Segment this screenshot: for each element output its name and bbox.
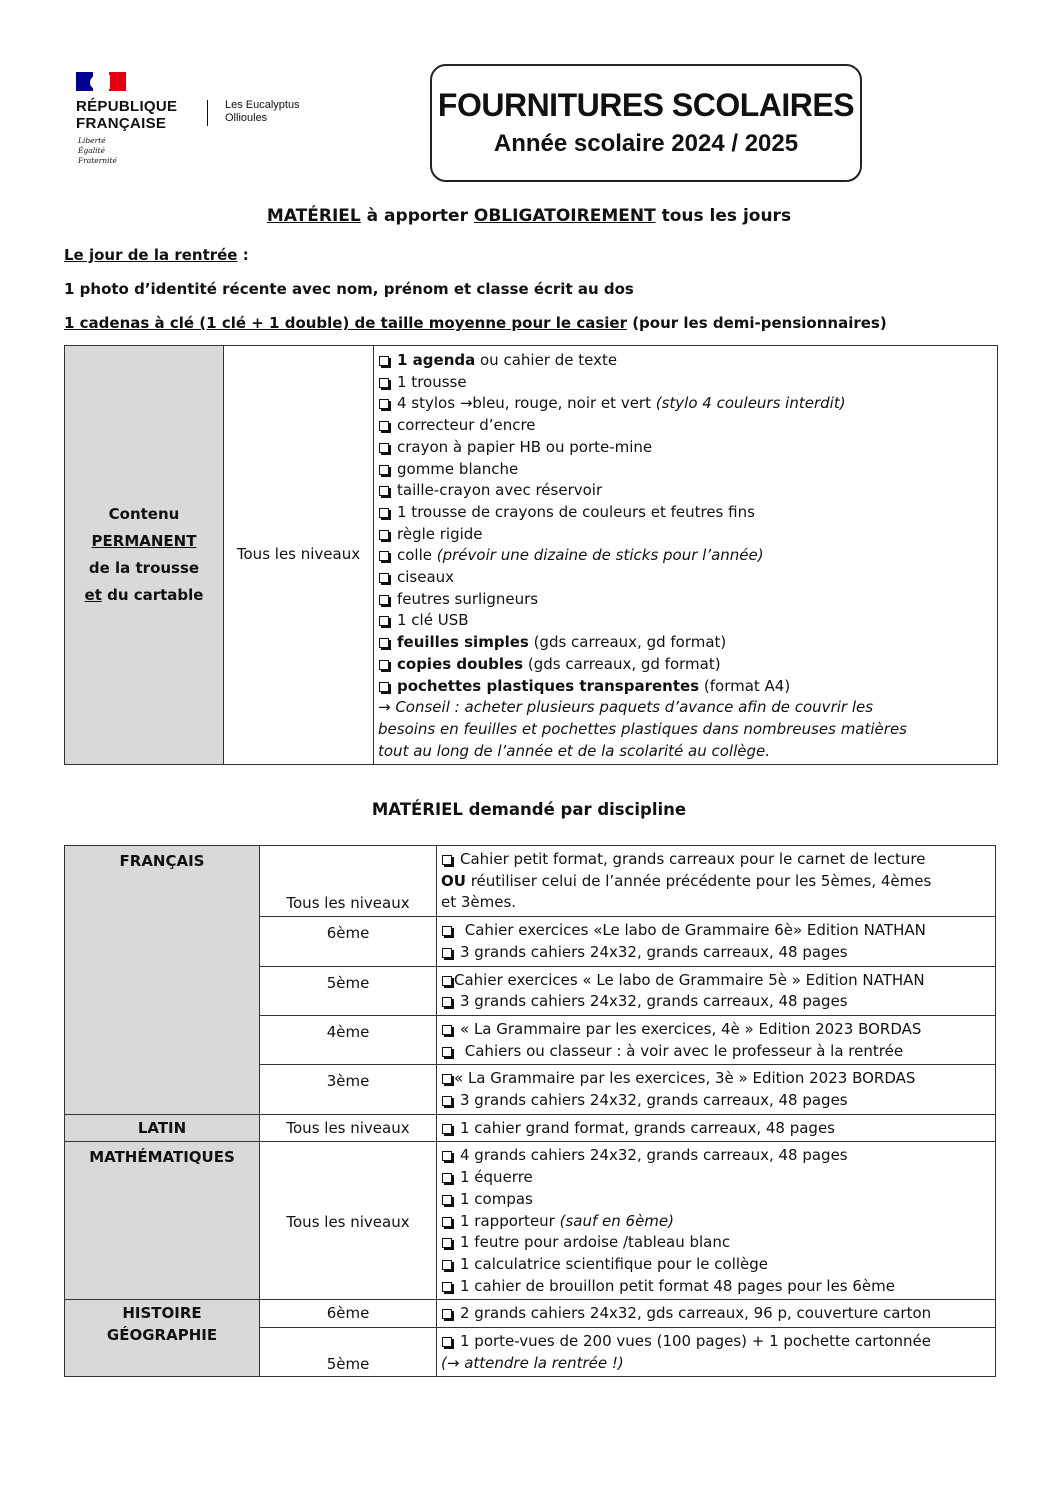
- level-cell: 3ème: [260, 1065, 437, 1114]
- table-row: [65, 346, 998, 765]
- heading-materiel: MATÉRIEL: [266, 206, 361, 226]
- level-cell: 5ème: [260, 1328, 437, 1377]
- checkbox-icon: [379, 595, 389, 605]
- item-text: 3 grands cahiers 24x32, grands carreaux, 48 pages: [460, 1091, 848, 1110]
- list-item: [441, 1090, 991, 1112]
- devise-egalite: Égalité: [78, 146, 105, 155]
- checkbox-icon: [379, 660, 389, 670]
- checkbox-icon: [379, 486, 389, 496]
- level-cell: Tous les niveaux: [260, 1142, 437, 1300]
- level-cell: Tous les niveaux: [260, 846, 437, 917]
- list-item: [441, 1276, 991, 1298]
- list-item: [441, 1211, 991, 1233]
- level-cell: 6ème: [260, 1300, 437, 1328]
- list-item: [441, 1331, 991, 1353]
- label-du-cartable: du cartable: [101, 586, 204, 605]
- list-item: [378, 459, 993, 481]
- checkbox-icon: [379, 551, 389, 561]
- item-bold: pochettes plastiques transparentes: [397, 676, 700, 695]
- list-item: [441, 1254, 991, 1276]
- list-item: [441, 970, 991, 992]
- item-text: « La Grammaire par les exercices, 4è » Edition 2023 BORDAS: [460, 1019, 922, 1038]
- items-cell: [437, 1114, 996, 1142]
- checkbox-icon: [442, 1074, 452, 1084]
- level-cell: 5ème: [260, 966, 437, 1015]
- item-text: 1 équerre: [460, 1168, 533, 1187]
- item-text: (gds carreaux, gd format): [528, 633, 727, 652]
- checkbox-icon: [442, 1195, 452, 1205]
- checkbox-icon: [442, 926, 452, 936]
- school-name-line: Les Eucalyptus: [225, 99, 300, 111]
- heading-tous-les-jours: tous les jours: [655, 206, 792, 226]
- item-text: réutiliser celui de l’année précédente pour les 5èmes, 4èmes: [465, 871, 932, 890]
- logo-separator: [207, 100, 208, 126]
- rentree-text: Le jour de la rentrée: [64, 246, 238, 264]
- list-item: [378, 480, 993, 502]
- page-title: FOURNITURES SCOLAIRES: [437, 87, 855, 123]
- checkbox-icon: [442, 1238, 452, 1248]
- level-cell: Tous les niveaux: [260, 1114, 437, 1142]
- list-item: [441, 942, 991, 964]
- list-item: [441, 920, 991, 942]
- item-text: (gds carreaux, gd format): [523, 654, 721, 673]
- item-text: crayon à papier HB ou porte-mine: [397, 437, 653, 456]
- item-text: 1 rapporteur: [460, 1211, 560, 1230]
- list-item: [378, 350, 993, 372]
- heading-a-apporter: à apporter: [360, 206, 474, 226]
- list-item: [378, 545, 993, 567]
- permanent-label-cell: [65, 346, 224, 765]
- cadenas-note: (pour les demi-pensionnaires): [626, 314, 887, 332]
- items-cell: [437, 966, 996, 1015]
- permanent-items-cell: [374, 346, 998, 765]
- subject-francais: FRANÇAIS: [65, 846, 260, 1115]
- item-text: « La Grammaire par les exercices, 3è » Edition 2023 BORDAS: [454, 1069, 916, 1088]
- item-text: 1 clé USB: [397, 611, 469, 630]
- item-bold: 1 agenda: [397, 351, 476, 369]
- item-text: 4 grands cahiers 24x32, grands carreaux, 48 pages: [460, 1146, 848, 1165]
- checkbox-icon: [442, 1151, 452, 1161]
- list-item: [441, 871, 991, 893]
- item-text: feutres surligneurs: [397, 589, 539, 608]
- list-item: [378, 437, 993, 459]
- checkbox-icon: [442, 1260, 452, 1270]
- list-item: [441, 1232, 991, 1254]
- items-cell: [437, 1142, 996, 1300]
- label-contenu: Contenu: [108, 505, 180, 524]
- checkbox-icon: [442, 1282, 452, 1292]
- item-text: 1 calculatrice scientifique pour le collège: [460, 1254, 769, 1273]
- checkbox-icon: [442, 1173, 452, 1183]
- list-item: [378, 610, 993, 632]
- item-text: 3 grands cahiers 24x32, grands carreaux, 48 pages: [460, 942, 848, 961]
- list-item: [378, 502, 993, 524]
- checkbox-icon: [442, 1096, 452, 1106]
- subject-geographie: GÉOGRAPHIE: [106, 1326, 218, 1345]
- list-item: [441, 1189, 991, 1211]
- item-text: règle rigide: [397, 524, 483, 543]
- school-city-line: Ollioules: [225, 112, 268, 124]
- list-item: [378, 589, 993, 611]
- checkbox-icon: [442, 1337, 452, 1347]
- list-item: [441, 991, 991, 1013]
- subject-latin: LATIN: [65, 1114, 260, 1142]
- label-et: et: [84, 586, 102, 605]
- table-row: [65, 846, 996, 917]
- checkbox-icon: [442, 855, 452, 865]
- checkbox-icon: [379, 399, 389, 409]
- cadenas-text: 1 cadenas à clé (1 clé + 1 double) de taille moyenne pour le casier: [64, 314, 627, 332]
- conseil-line-1: → Conseil : acheter plusieurs paquets d’avance afin de couvrir les: [378, 698, 874, 717]
- conseil-line-3: tout au long de l’année et de la scolarité au collège.: [378, 741, 771, 760]
- item-text: 3 grands cahiers 24x32, grands carreaux, 48 pages: [460, 992, 848, 1011]
- checkbox-icon: [379, 356, 389, 366]
- checkbox-icon: [379, 443, 389, 453]
- checkbox-icon: [442, 997, 452, 1007]
- list-item: [441, 1068, 991, 1090]
- devise: [78, 136, 117, 166]
- item-text: 1 cahier grand format, grands carreaux, 48 pages: [460, 1118, 835, 1137]
- label-cartable: [69, 582, 219, 609]
- checkbox-icon: [379, 682, 389, 692]
- list-item: [441, 849, 991, 871]
- item-note: (stylo 4 couleurs interdit): [655, 394, 846, 413]
- photo-requirement: 1 photo d’identité récente avec nom, prénom et classe écrit au dos: [64, 280, 634, 298]
- marianne-flag-icon: [76, 72, 126, 91]
- list-item: [441, 1303, 991, 1325]
- table-row: [65, 1300, 996, 1328]
- item-text: Cahiers ou classeur : à voir avec le professeur à la rentrée: [460, 1041, 904, 1060]
- item-text: 1 trousse de crayons de couleurs et feutres fins: [397, 502, 755, 521]
- disciplines-heading: MATÉRIEL demandé par discipline: [371, 800, 687, 819]
- checkbox-icon: [442, 1025, 452, 1035]
- item-text: 1 feutre pour ardoise /tableau blanc: [460, 1233, 731, 1252]
- disciplines-table: [64, 845, 996, 1377]
- checkbox-icon: [379, 530, 389, 540]
- checkbox-icon: [379, 616, 389, 626]
- checkbox-icon: [442, 1309, 452, 1319]
- checkbox-icon: [379, 465, 389, 475]
- list-item: [378, 415, 993, 437]
- item-text: (format A4): [699, 676, 791, 695]
- items-cell: [437, 846, 996, 917]
- rentree-colon: :: [237, 246, 249, 264]
- item-text: 1 compas: [460, 1189, 533, 1208]
- page-subtitle: Année scolaire 2024 / 2025: [493, 130, 799, 157]
- level-cell: 4ème: [260, 1015, 437, 1064]
- checkbox-icon: [442, 1124, 452, 1134]
- items-cell: [437, 1065, 996, 1114]
- republique-francaise-text: [76, 98, 177, 132]
- checkbox-icon: [379, 508, 389, 518]
- list-item: [378, 524, 993, 546]
- label-permanent: [69, 528, 219, 555]
- item-bold: feuilles simples: [397, 633, 529, 652]
- item-text: Cahier exercices « Le labo de Grammaire 5è » Edition NATHAN: [454, 970, 925, 989]
- subject-histoire-geographie: [65, 1300, 260, 1377]
- devise-fraternite: Fraternité: [78, 156, 117, 165]
- list-item: [378, 567, 993, 589]
- item-note: (prévoir une dizaine de sticks pour l’année): [436, 546, 764, 565]
- items-cell: [437, 1328, 996, 1377]
- school-name: [225, 99, 300, 125]
- rf-line-1: RÉPUBLIQUE: [76, 98, 178, 115]
- permanent-table: [64, 345, 998, 765]
- item-note: (sauf en 6ème): [559, 1211, 674, 1230]
- item-text: 1 cahier de brouillon petit format 48 pages pour les 6ème: [460, 1276, 895, 1295]
- rentree-label: [64, 246, 249, 264]
- item-text: et 3èmes.: [441, 893, 517, 912]
- level-cell: 6ème: [260, 917, 437, 966]
- list-item: [378, 393, 993, 415]
- checkbox-icon: [379, 573, 389, 583]
- mandatory-heading: [0, 206, 1058, 226]
- rf-line-2: FRANÇAISE: [76, 115, 167, 132]
- item-text: 4 stylos →bleu, rouge, noir et vert: [397, 394, 656, 413]
- title-box: [430, 64, 862, 182]
- devise-liberte: Liberté: [78, 136, 106, 145]
- items-cell: [437, 1015, 996, 1064]
- subject-histoire: HISTOIRE: [122, 1304, 202, 1323]
- items-cell: [437, 917, 996, 966]
- item-text: Cahier petit format, grands carreaux pour le carnet de lecture: [460, 850, 926, 868]
- item-bold: OU: [441, 871, 466, 890]
- item-text: ciseaux: [397, 568, 455, 587]
- checkbox-icon: [442, 1217, 452, 1227]
- list-item: [441, 892, 991, 914]
- list-item: [378, 654, 993, 676]
- item-text: colle: [397, 546, 437, 565]
- permanent-level: Tous les niveaux: [224, 346, 374, 765]
- list-item: [378, 372, 993, 394]
- checkbox-icon: [379, 638, 389, 648]
- item-text: 2 grands cahiers 24x32, gds carreaux, 96 p, couverture carton: [460, 1304, 932, 1323]
- checkbox-icon: [442, 1047, 452, 1057]
- subject-mathematiques: MATHÉMATIQUES: [65, 1142, 260, 1300]
- list-item: [441, 1019, 991, 1041]
- item-text: gomme blanche: [397, 459, 519, 478]
- item-text: ou cahier de texte: [475, 351, 618, 369]
- heading-obligatoirement: OBLIGATOIREMENT: [473, 206, 656, 226]
- item-bold: copies doubles: [397, 654, 524, 673]
- item-note: (→ attendre la rentrée !): [441, 1353, 624, 1372]
- checkbox-icon: [379, 378, 389, 388]
- list-item: [378, 632, 993, 654]
- checkbox-icon: [442, 948, 452, 958]
- items-cell: [437, 1300, 996, 1328]
- checkbox-icon: [442, 976, 452, 986]
- conseil-line-2: besoins en feuilles et pochettes plastiques dans nombreuses matières: [378, 719, 907, 738]
- label-trousse: de la trousse: [88, 559, 200, 578]
- table-row: [65, 1142, 996, 1300]
- table-row: [65, 1114, 996, 1142]
- item-text: 1 trousse: [397, 372, 467, 391]
- item-text: Cahier exercices «Le labo de Grammaire 6è» Edition NATHAN: [460, 921, 926, 940]
- list-item: [378, 676, 993, 698]
- list-item: [441, 1167, 991, 1189]
- label-permanent-text: PERMANENT: [91, 532, 197, 551]
- item-text: 1 porte-vues de 200 vues (100 pages) + 1 pochette cartonnée: [460, 1332, 931, 1351]
- item-text: taille-crayon avec réservoir: [397, 481, 603, 500]
- cadenas-requirement: [64, 314, 887, 332]
- list-item: [441, 1041, 991, 1063]
- item-text: correcteur d’encre: [397, 416, 536, 435]
- checkbox-icon: [379, 421, 389, 431]
- list-item: [441, 1118, 991, 1140]
- list-item: [441, 1145, 991, 1167]
